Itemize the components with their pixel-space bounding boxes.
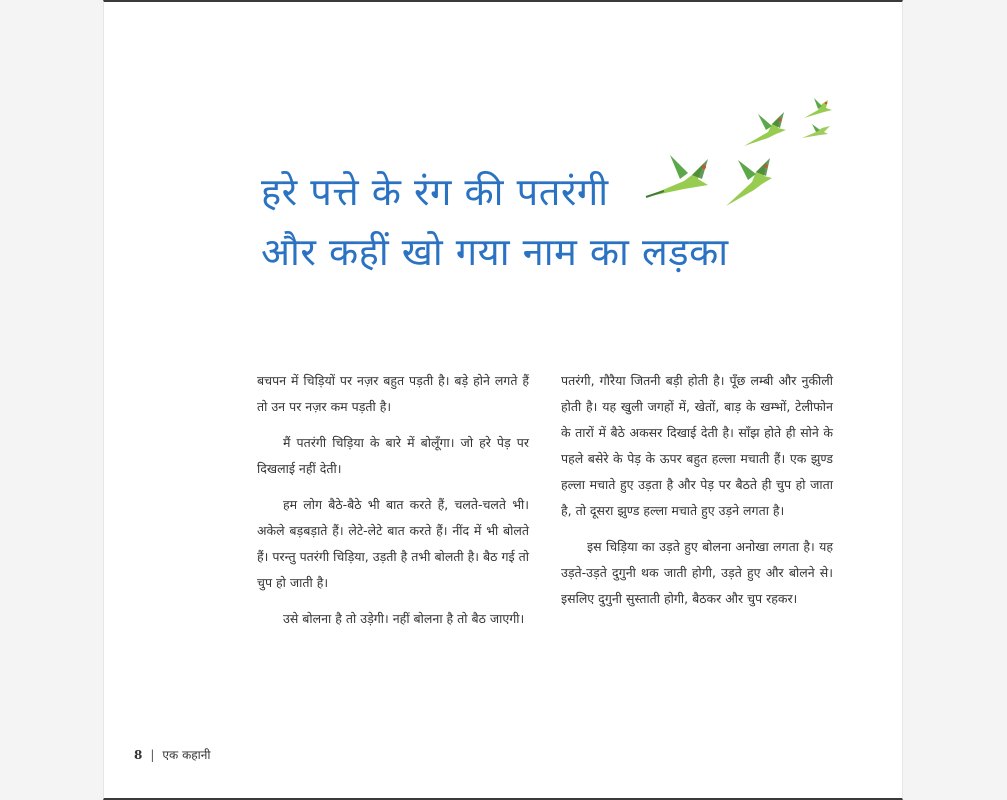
text-column-left [257, 368, 529, 642]
text-column-right [561, 368, 833, 622]
green-birds-illustration [644, 94, 844, 224]
paragraph: उसे बोलना है तो उड़ेगी। नहीं बोलना है तो बैठ जाएगी। [283, 611, 525, 626]
paragraph: हम लोग बैठे-बैठे भी बात करते हैं, चलते-चलते भी। अकेले बड़बड़ाते हैं। लेटे-लेटे बात करते हैं। नींद में भी बोलते हैं। परन्तु पतरंगी चिड़िया, उड़ती है तभी बोलती है। बैठ गई तो चुप हो जाती है। [257, 497, 529, 590]
bird-icon-2 [726, 158, 772, 206]
bird-icon-1 [646, 155, 708, 197]
title-line-2: और कहीं खो गया नाम का लड़का [261, 230, 729, 274]
paragraph: बचपन में चिड़ियों पर नज़र बहुत पड़ती है। बड़े होने लगते हैं तो उन पर नज़र कम पड़ती है। [257, 373, 529, 414]
bird-icon-3 [744, 112, 786, 146]
paragraph: मैं पतरंगी चिड़िया के बारे में बोलूँगा। जो हरे पेड़ पर दिखलाई नहीं देती। [257, 435, 529, 476]
bird-icon-5 [802, 124, 830, 138]
book-page [103, 0, 903, 800]
page-number: 8 [134, 747, 143, 762]
page-footer [134, 746, 211, 763]
paragraph: पतरंगी, गौरैया जितनी बड़ी होती है। पूँछ लम्बी और नुकीली होती है। यह खुली जगहों में, खेतों, बाड़ के खम्भों, टेलीफोन के तारों में बैठे अकसर दिखाई देती है। साँझ होते ही सोने के पहले बसेरे के पेड़ के ऊपर बहुत हल्ला मचाती हैं। एक झुण्ड हल्ला मचाते हुए उड़ता है और पेड़ पर बैठते ही चुप हो जाता है, तो दूसरा झुण्ड हल्ला मचाते हुए उड़ने लगता है। [561, 373, 833, 518]
book-title: एक कहानी [162, 748, 211, 762]
bird-icon-4 [804, 98, 832, 118]
title-line-1: हरे पत्ते के रंग की पतरंगी [261, 170, 609, 214]
paragraph: इस चिड़िया का उड़ते हुए बोलना अनोखा लगता है। यह उड़ते-उड़ते दुगुनी थक जाती होगी, उड़ते हुए और बोलने से। इसलिए दुगुनी सुस्ताती होगी, बैठकर और चुप रहकर। [561, 539, 833, 606]
footer-separator: | [150, 747, 155, 762]
